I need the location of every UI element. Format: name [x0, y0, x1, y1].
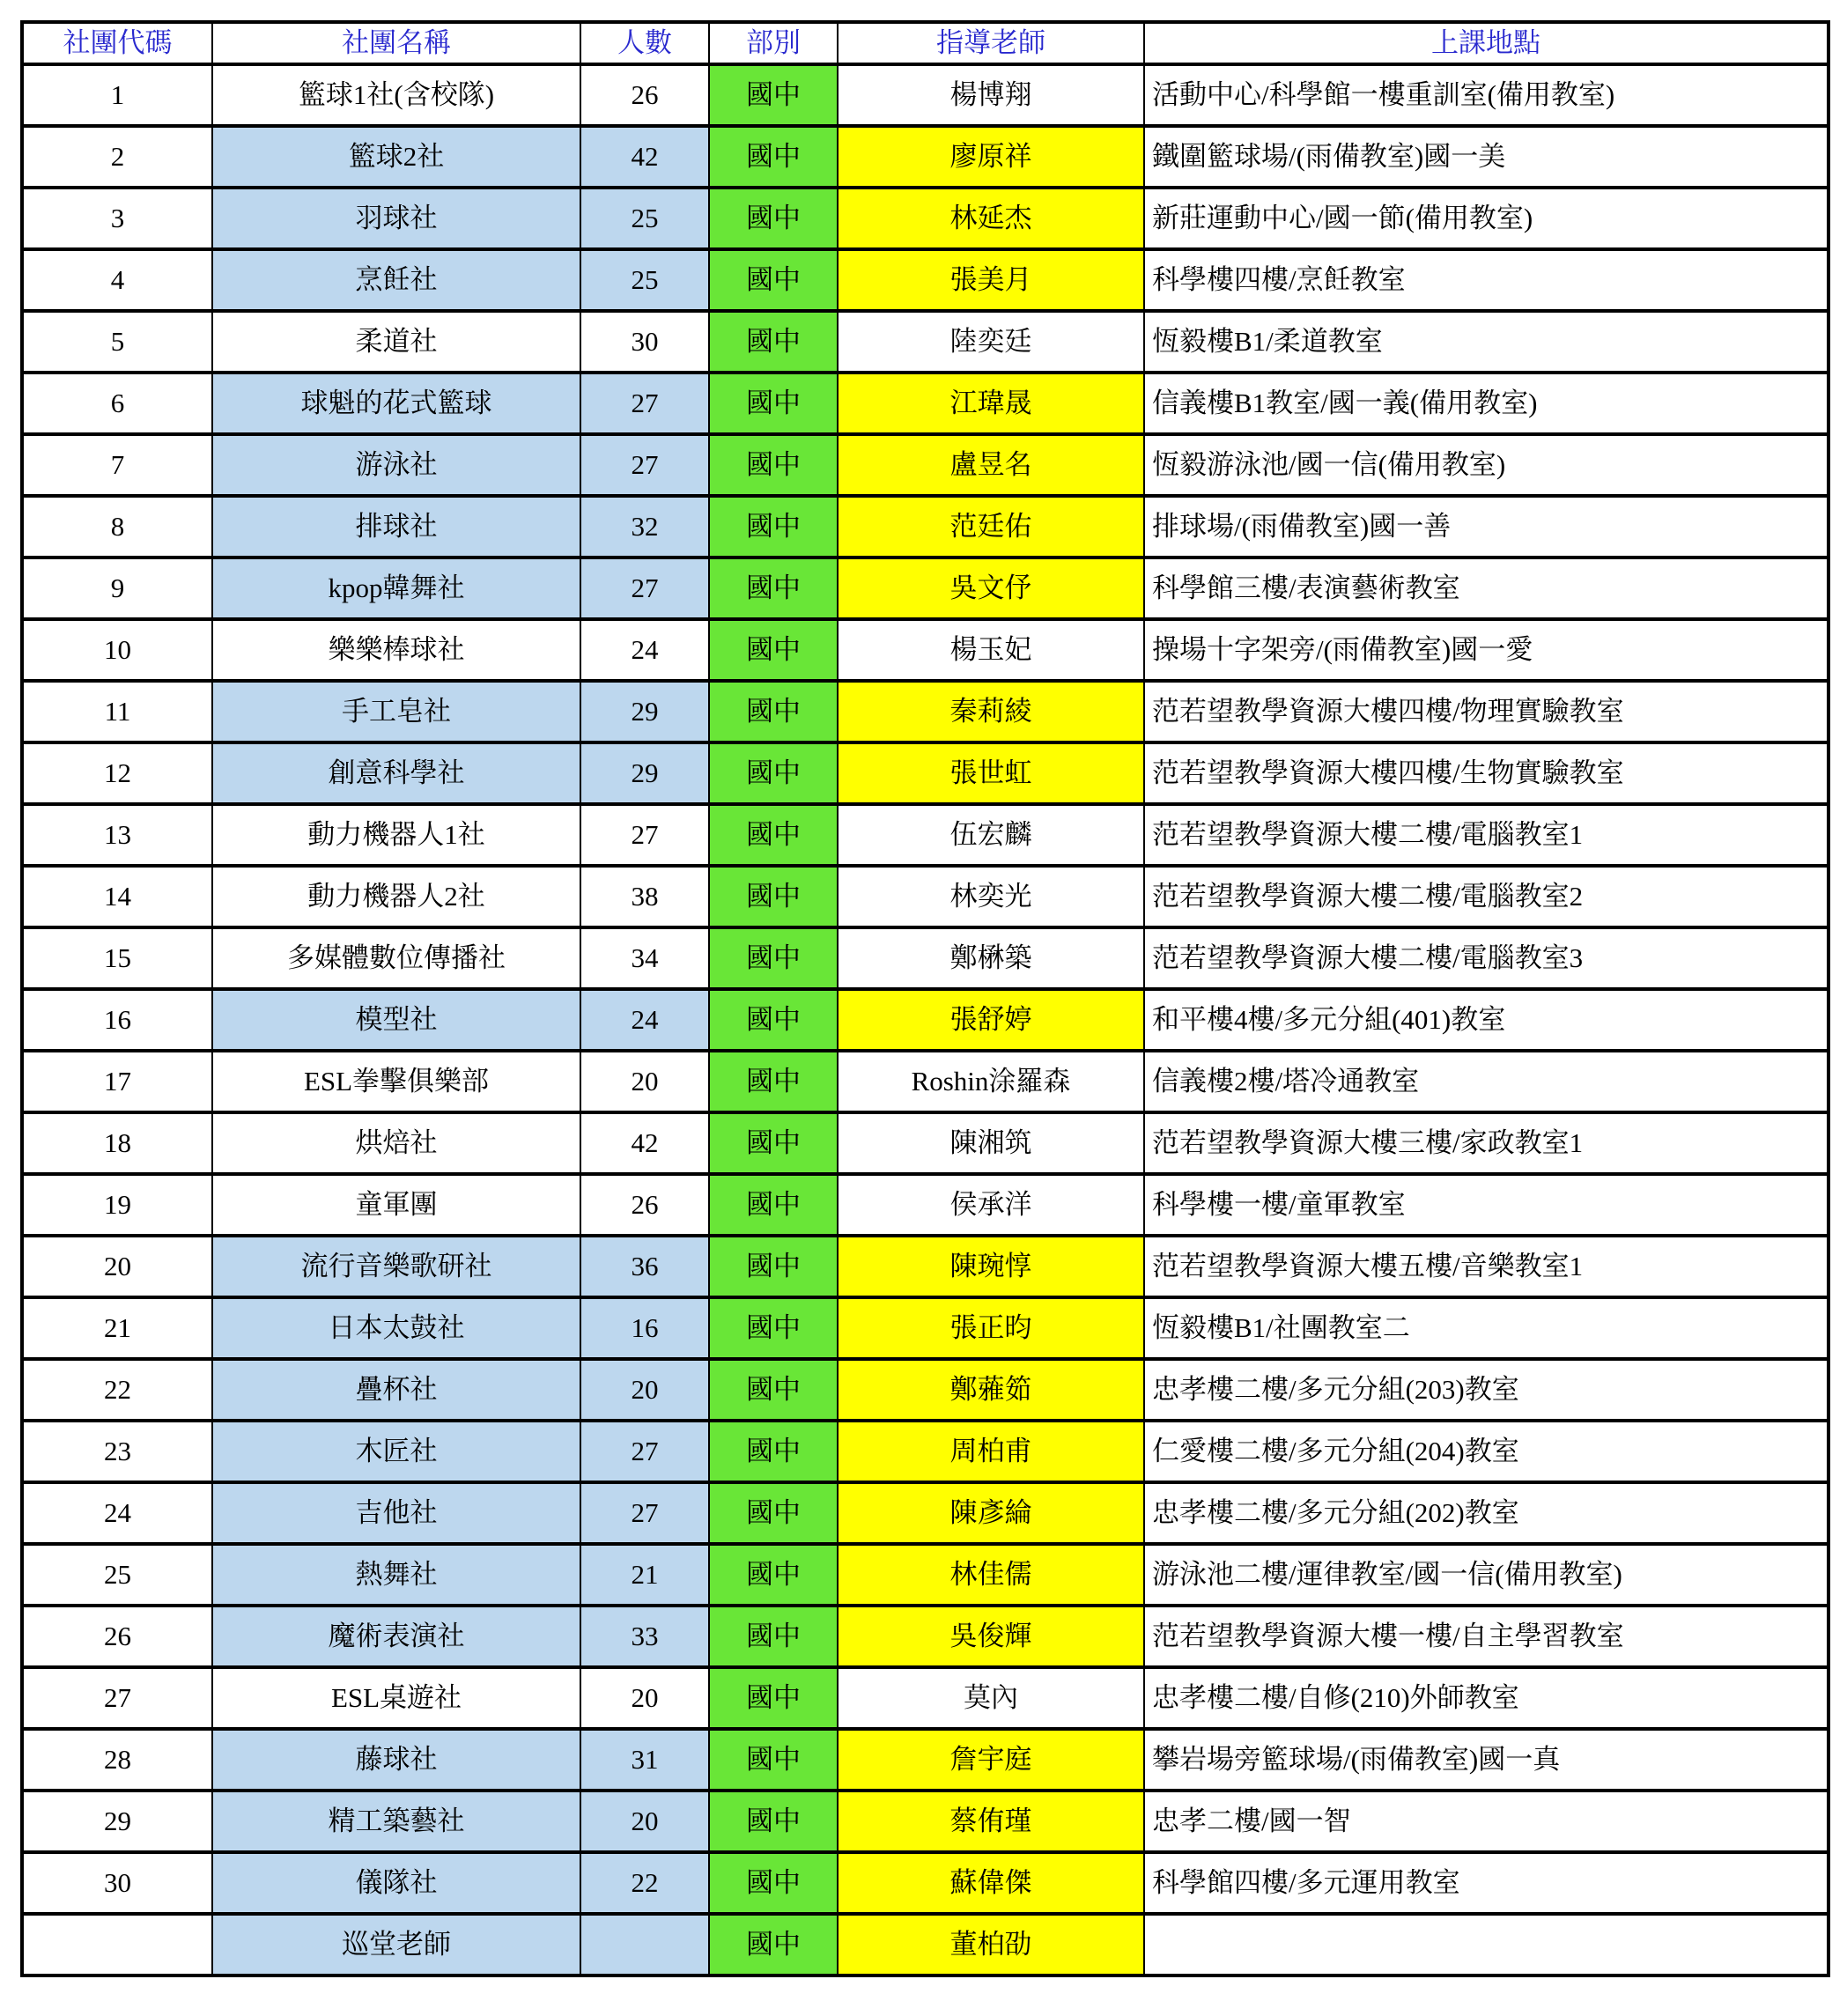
cell-location: 信義樓2樓/塔冷通教室: [1144, 1051, 1829, 1112]
cell-division: 國中: [709, 989, 838, 1051]
cell-count: 25: [580, 249, 709, 311]
table-row: [22, 1606, 1829, 1667]
cell-location: 范若望教學資源大樓四樓/物理實驗教室: [1144, 681, 1829, 742]
cell-name: 籃球2社: [212, 126, 580, 188]
table-row: [22, 1236, 1829, 1297]
cell-teacher: 秦莉綾: [838, 681, 1144, 742]
cell-teacher: 陳琬惇: [838, 1236, 1144, 1297]
cell-code: 2: [22, 126, 212, 188]
table-row: [22, 804, 1829, 866]
cell-count: 27: [580, 1421, 709, 1482]
cell-division: 國中: [709, 373, 838, 434]
cell-division: 國中: [709, 1852, 838, 1914]
cell-teacher: 蘇偉傑: [838, 1852, 1144, 1914]
header-row: [22, 22, 1829, 64]
header-club-name: 社團名稱: [212, 22, 580, 64]
cell-name: 籃球1社(含校隊): [212, 64, 580, 126]
header-location: 上課地點: [1144, 22, 1829, 64]
cell-location: 游泳池二樓/運律教室/國一信(備用教室): [1144, 1544, 1829, 1606]
cell-teacher: 林延杰: [838, 188, 1144, 249]
cell-teacher: 林佳儒: [838, 1544, 1144, 1606]
cell-location: 忠孝樓二樓/自修(210)外師教室: [1144, 1667, 1829, 1729]
cell-division: 國中: [709, 681, 838, 742]
cell-location: 新莊運動中心/國一節(備用教室): [1144, 188, 1829, 249]
cell-division: 國中: [709, 804, 838, 866]
cell-count: [580, 1914, 709, 1975]
cell-name: 魔術表演社: [212, 1606, 580, 1667]
cell-count: 20: [580, 1359, 709, 1421]
table-row: [22, 1667, 1829, 1729]
table-row: [22, 681, 1829, 742]
cell-teacher: 張世虹: [838, 742, 1144, 804]
cell-code: 23: [22, 1421, 212, 1482]
cell-count: 38: [580, 866, 709, 927]
cell-name: kpop韓舞社: [212, 558, 580, 619]
cell-name: 排球社: [212, 496, 580, 558]
table-row: [22, 1051, 1829, 1112]
cell-division: 國中: [709, 1667, 838, 1729]
cell-code: 4: [22, 249, 212, 311]
cell-count: 27: [580, 434, 709, 496]
table-row: [22, 373, 1829, 434]
header-teacher: 指導老師: [838, 22, 1144, 64]
cell-division: 國中: [709, 311, 838, 373]
table-row: [22, 927, 1829, 989]
cell-code: 6: [22, 373, 212, 434]
cell-name: 吉他社: [212, 1482, 580, 1544]
cell-count: 24: [580, 619, 709, 681]
cell-count: 25: [580, 188, 709, 249]
cell-location: 恆毅游泳池/國一信(備用教室): [1144, 434, 1829, 496]
cell-teacher: 江瑋晟: [838, 373, 1144, 434]
cell-teacher: 范廷佑: [838, 496, 1144, 558]
cell-name: 烹飪社: [212, 249, 580, 311]
cell-division: 國中: [709, 1606, 838, 1667]
cell-code: 19: [22, 1174, 212, 1236]
table-row: [22, 742, 1829, 804]
cell-location: 范若望教學資源大樓一樓/自主學習教室: [1144, 1606, 1829, 1667]
cell-location: 科學館四樓/多元運用教室: [1144, 1852, 1829, 1914]
header-club-code: 社團代碼: [22, 22, 212, 64]
cell-division: 國中: [709, 1544, 838, 1606]
cell-division: 國中: [709, 927, 838, 989]
cell-name: 羽球社: [212, 188, 580, 249]
cell-division: 國中: [709, 64, 838, 126]
table-row: [22, 1482, 1829, 1544]
cell-count: 30: [580, 311, 709, 373]
table-row: [22, 989, 1829, 1051]
table-row: [22, 1914, 1829, 1975]
cell-division: 國中: [709, 434, 838, 496]
cell-count: 27: [580, 373, 709, 434]
cell-division: 國中: [709, 1729, 838, 1791]
table-row: [22, 496, 1829, 558]
cell-teacher: 楊博翔: [838, 64, 1144, 126]
cell-code: 1: [22, 64, 212, 126]
cell-code: 3: [22, 188, 212, 249]
cell-name: 多媒體數位傳播社: [212, 927, 580, 989]
cell-name: 流行音樂歌研社: [212, 1236, 580, 1297]
cell-code: 12: [22, 742, 212, 804]
cell-name: 球魁的花式籃球: [212, 373, 580, 434]
table-row: [22, 188, 1829, 249]
cell-location: 恆毅樓B1/社團教室二: [1144, 1297, 1829, 1359]
cell-division: 國中: [709, 742, 838, 804]
cell-code: [22, 1914, 212, 1975]
cell-location: 排球場/(雨備教室)國一善: [1144, 496, 1829, 558]
club-table: [20, 20, 1830, 1977]
cell-name: 熱舞社: [212, 1544, 580, 1606]
cell-name: 游泳社: [212, 434, 580, 496]
cell-division: 國中: [709, 249, 838, 311]
cell-location: 忠孝樓二樓/多元分組(203)教室: [1144, 1359, 1829, 1421]
cell-name: ESL桌遊社: [212, 1667, 580, 1729]
cell-location: 和平樓4樓/多元分組(401)教室: [1144, 989, 1829, 1051]
cell-location: 科學樓四樓/烹飪教室: [1144, 249, 1829, 311]
cell-division: 國中: [709, 1482, 838, 1544]
cell-location: 操場十字架旁/(雨備教室)國一愛: [1144, 619, 1829, 681]
cell-count: 31: [580, 1729, 709, 1791]
table-row: [22, 1112, 1829, 1174]
cell-count: 26: [580, 64, 709, 126]
cell-code: 7: [22, 434, 212, 496]
cell-teacher: 莫內: [838, 1667, 1144, 1729]
cell-teacher: 鄭楙築: [838, 927, 1144, 989]
cell-name: 柔道社: [212, 311, 580, 373]
cell-name: 精工築藝社: [212, 1791, 580, 1852]
cell-division: 國中: [709, 1297, 838, 1359]
cell-code: 8: [22, 496, 212, 558]
cell-location: 忠孝樓二樓/多元分組(202)教室: [1144, 1482, 1829, 1544]
cell-count: 34: [580, 927, 709, 989]
table-row: [22, 64, 1829, 126]
cell-code: 26: [22, 1606, 212, 1667]
cell-code: 18: [22, 1112, 212, 1174]
cell-division: 國中: [709, 619, 838, 681]
table-body: [22, 64, 1829, 1975]
cell-location: 范若望教學資源大樓二樓/電腦教室2: [1144, 866, 1829, 927]
cell-code: 5: [22, 311, 212, 373]
cell-code: 20: [22, 1236, 212, 1297]
cell-count: 42: [580, 1112, 709, 1174]
table-row: [22, 1359, 1829, 1421]
cell-count: 32: [580, 496, 709, 558]
cell-teacher: 董柏劭: [838, 1914, 1144, 1975]
cell-code: 30: [22, 1852, 212, 1914]
cell-code: 28: [22, 1729, 212, 1791]
cell-count: 20: [580, 1051, 709, 1112]
cell-location: 鐵圍籃球場/(雨備教室)國一美: [1144, 126, 1829, 188]
cell-location: 活動中心/科學館一樓重訓室(備用教室): [1144, 64, 1829, 126]
cell-teacher: 周柏甫: [838, 1421, 1144, 1482]
cell-location: 恆毅樓B1/柔道教室: [1144, 311, 1829, 373]
cell-location: 仁愛樓二樓/多元分組(204)教室: [1144, 1421, 1829, 1482]
cell-code: 21: [22, 1297, 212, 1359]
cell-code: 14: [22, 866, 212, 927]
cell-count: 26: [580, 1174, 709, 1236]
table-row: [22, 1791, 1829, 1852]
cell-name: ESL拳擊俱樂部: [212, 1051, 580, 1112]
cell-count: 29: [580, 742, 709, 804]
cell-division: 國中: [709, 1051, 838, 1112]
cell-code: 24: [22, 1482, 212, 1544]
cell-code: 29: [22, 1791, 212, 1852]
cell-name: 動力機器人2社: [212, 866, 580, 927]
table-row: [22, 249, 1829, 311]
table-row: [22, 1729, 1829, 1791]
table-row: [22, 1174, 1829, 1236]
cell-name: 動力機器人1社: [212, 804, 580, 866]
cell-name: 童軍團: [212, 1174, 580, 1236]
cell-division: 國中: [709, 1421, 838, 1482]
cell-location: 攀岩場旁籃球場/(雨備教室)國一真: [1144, 1729, 1829, 1791]
cell-name: 木匠社: [212, 1421, 580, 1482]
cell-division: 國中: [709, 496, 838, 558]
cell-count: 21: [580, 1544, 709, 1606]
cell-location: 范若望教學資源大樓三樓/家政教室1: [1144, 1112, 1829, 1174]
cell-name: 烘焙社: [212, 1112, 580, 1174]
header-member-count: 人數: [580, 22, 709, 64]
cell-name: 儀隊社: [212, 1852, 580, 1914]
cell-name: 藤球社: [212, 1729, 580, 1791]
cell-code: 11: [22, 681, 212, 742]
cell-code: 25: [22, 1544, 212, 1606]
cell-count: 27: [580, 558, 709, 619]
cell-location: 范若望教學資源大樓四樓/生物實驗教室: [1144, 742, 1829, 804]
cell-teacher: 伍宏麟: [838, 804, 1144, 866]
table-row: [22, 311, 1829, 373]
cell-location: [1144, 1914, 1829, 1975]
cell-teacher: 吳俊輝: [838, 1606, 1144, 1667]
cell-name: 疊杯社: [212, 1359, 580, 1421]
cell-teacher: 張舒婷: [838, 989, 1144, 1051]
cell-location: 科學樓一樓/童軍教室: [1144, 1174, 1829, 1236]
cell-name: 樂樂棒球社: [212, 619, 580, 681]
cell-count: 29: [580, 681, 709, 742]
cell-count: 22: [580, 1852, 709, 1914]
cell-teacher: 林奕光: [838, 866, 1144, 927]
cell-count: 20: [580, 1667, 709, 1729]
cell-division: 國中: [709, 558, 838, 619]
cell-code: 16: [22, 989, 212, 1051]
cell-count: 16: [580, 1297, 709, 1359]
cell-teacher: 蔡侑瑾: [838, 1791, 1144, 1852]
cell-count: 27: [580, 804, 709, 866]
table-row: [22, 1544, 1829, 1606]
cell-count: 27: [580, 1482, 709, 1544]
table-row: [22, 1297, 1829, 1359]
cell-teacher: 盧昱名: [838, 434, 1144, 496]
cell-teacher: 鄭蕥筎: [838, 1359, 1144, 1421]
cell-location: 忠孝二樓/國一智: [1144, 1791, 1829, 1852]
cell-code: 17: [22, 1051, 212, 1112]
cell-code: 10: [22, 619, 212, 681]
cell-division: 國中: [709, 1359, 838, 1421]
cell-teacher: 楊玉妃: [838, 619, 1144, 681]
cell-teacher: Roshin涂羅森: [838, 1051, 1144, 1112]
table-row: [22, 1852, 1829, 1914]
cell-code: 9: [22, 558, 212, 619]
table-row: [22, 619, 1829, 681]
cell-code: 15: [22, 927, 212, 989]
cell-division: 國中: [709, 126, 838, 188]
table-row: [22, 866, 1829, 927]
cell-location: 范若望教學資源大樓五樓/音樂教室1: [1144, 1236, 1829, 1297]
cell-teacher: 陸奕廷: [838, 311, 1144, 373]
table-row: [22, 558, 1829, 619]
cell-teacher: 張美月: [838, 249, 1144, 311]
cell-count: 24: [580, 989, 709, 1051]
cell-division: 國中: [709, 1791, 838, 1852]
cell-division: 國中: [709, 1174, 838, 1236]
cell-location: 范若望教學資源大樓二樓/電腦教室3: [1144, 927, 1829, 989]
cell-code: 13: [22, 804, 212, 866]
cell-teacher: 吳文伃: [838, 558, 1144, 619]
cell-teacher: 陳湘筑: [838, 1112, 1144, 1174]
cell-teacher: 侯承洋: [838, 1174, 1144, 1236]
cell-location: 科學館三樓/表演藝術教室: [1144, 558, 1829, 619]
cell-count: 33: [580, 1606, 709, 1667]
cell-name: 模型社: [212, 989, 580, 1051]
table-row: [22, 434, 1829, 496]
cell-division: 國中: [709, 1236, 838, 1297]
cell-teacher: 廖原祥: [838, 126, 1144, 188]
cell-division: 國中: [709, 866, 838, 927]
cell-count: 36: [580, 1236, 709, 1297]
cell-teacher: 張正昀: [838, 1297, 1144, 1359]
cell-teacher: 陳彥綸: [838, 1482, 1144, 1544]
cell-name: 手工皂社: [212, 681, 580, 742]
cell-name: 日本太鼓社: [212, 1297, 580, 1359]
cell-name: 巡堂老師: [212, 1914, 580, 1975]
cell-location: 信義樓B1教室/國一義(備用教室): [1144, 373, 1829, 434]
table-row: [22, 126, 1829, 188]
cell-division: 國中: [709, 1112, 838, 1174]
cell-teacher: 詹宇庭: [838, 1729, 1144, 1791]
cell-code: 22: [22, 1359, 212, 1421]
cell-location: 范若望教學資源大樓二樓/電腦教室1: [1144, 804, 1829, 866]
cell-name: 創意科學社: [212, 742, 580, 804]
header-division: 部別: [709, 22, 838, 64]
cell-code: 27: [22, 1667, 212, 1729]
cell-count: 42: [580, 126, 709, 188]
table-row: [22, 1421, 1829, 1482]
cell-division: 國中: [709, 1914, 838, 1975]
cell-count: 20: [580, 1791, 709, 1852]
cell-division: 國中: [709, 188, 838, 249]
